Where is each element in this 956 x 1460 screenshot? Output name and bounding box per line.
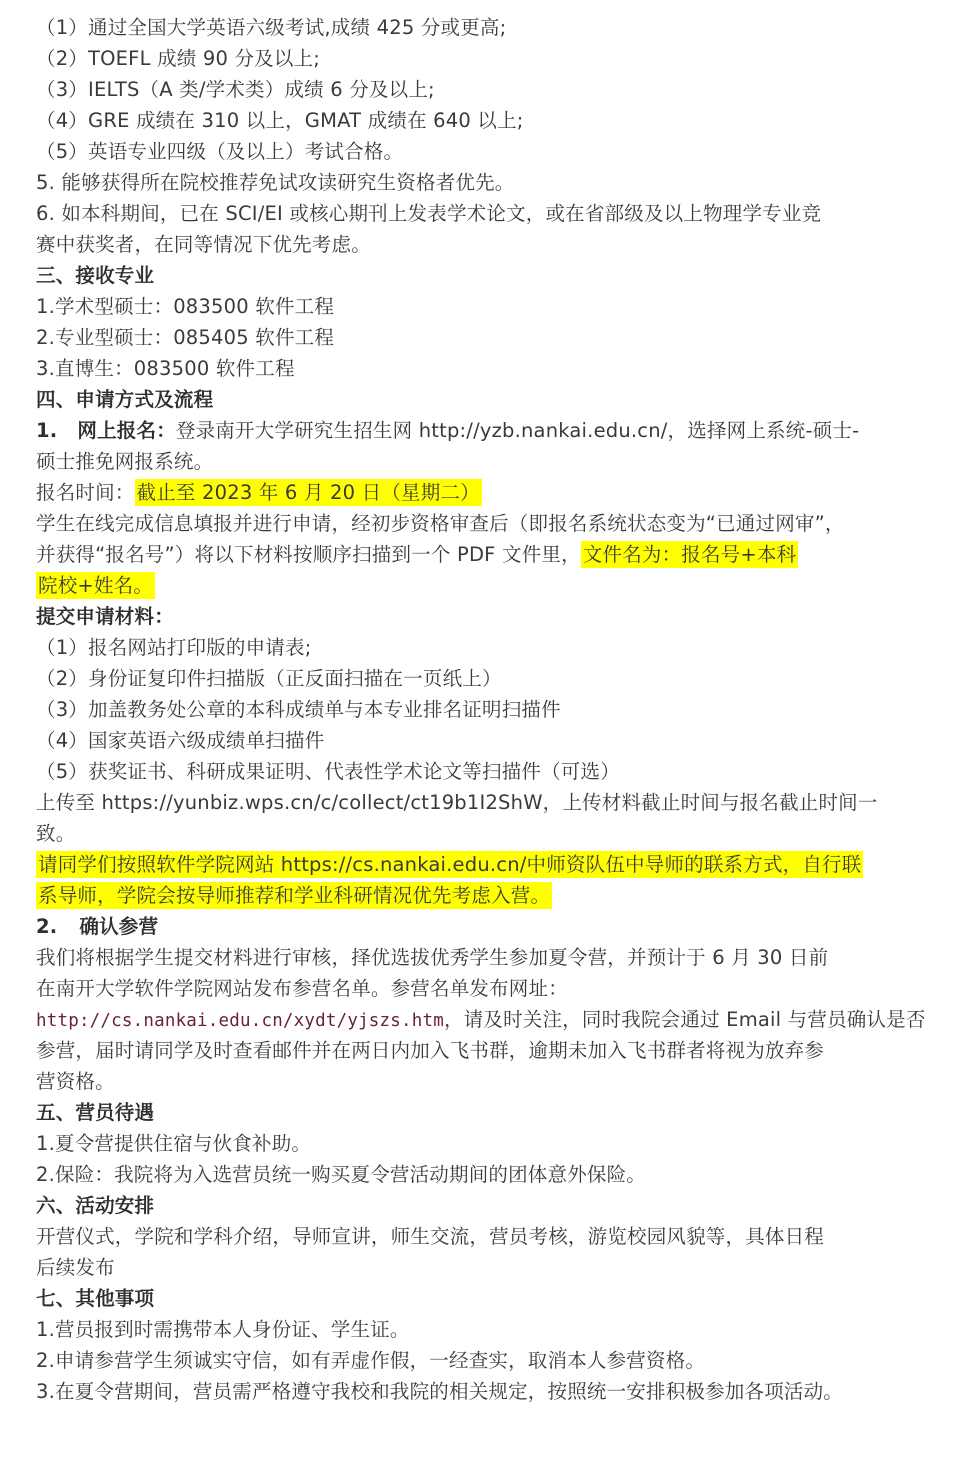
upload-line1: 上传至 https://yunbiz.wps.cn/c/collect/ct19b1I2ShW，上传材料截止时间与报名截止时间一 — [36, 791, 878, 814]
benefit-item-1: 1.夏令营提供住宿与伙食补助。 — [36, 1132, 312, 1155]
material-item-3: （3）加盖教务处公章的本科成绩单与本专业排名证明扫描件 — [36, 698, 561, 721]
step2-text4: 参营，届时请同学及时查看邮件并在两日内加入飞书群，逾期未加入飞书群者将视为放弃参 — [36, 1039, 825, 1062]
filename-rule-part2: 院校+姓名。 — [38, 574, 154, 597]
requirement-6-line2: 赛中获奖者，在同等情况下优先考虑。 — [36, 233, 371, 256]
step2-link-line — [36, 1004, 956, 1035]
major-item-3: 3.直博生：083500 软件工程 — [36, 357, 295, 380]
filename-rule-part1: 文件名为：报名号+本科 — [582, 543, 797, 566]
step1-title: 网上报名： — [77, 419, 176, 442]
other-item-2: 2.申请参营学生须诚实守信，如有弄虚作假，一经查实，取消本人参营资格。 — [36, 1349, 706, 1372]
review-line1: 学生在线完成信息填报并进行申请，经初步资格审查后（即报名系统状态变为“已通过网审”， — [36, 512, 845, 535]
contact-line1 — [36, 849, 956, 880]
english-req-3: （3）IELTS（A 类/学术类）成绩 6 分及以上; — [36, 78, 435, 101]
camp-list-link[interactable]: http://cs.nankai.edu.cn/xydt/yjszs.htm — [36, 1011, 444, 1031]
step2-text5: 营资格。 — [36, 1070, 115, 1093]
english-req-5: （5）英语专业四级（及以上）考试合格。 — [36, 140, 404, 163]
schedule-text2: 后续发布 — [36, 1256, 115, 1279]
section-7-heading: 七、其他事项 — [36, 1287, 155, 1310]
major-item-2: 2.专业型硕士：085405 软件工程 — [36, 326, 335, 349]
registration-time-line — [36, 477, 956, 508]
contact-advisor-part2: 系导师，学院会按导师推荐和学业科研情况优先考虑入营。 — [38, 884, 551, 907]
section-6-heading: 六、活动安排 — [36, 1194, 155, 1217]
contact-advisor-part1: 请同学们按照软件学院网站 https://cs.nankai.edu.cn/中师资队伍中导师的联系方式，自行联 — [38, 853, 862, 876]
step1-text1: 登录南开大学研究生招生网 http://yzb.nankai.edu.cn/，选择网上系统-硕士- — [175, 419, 860, 442]
step2-heading-line — [36, 911, 956, 942]
schedule-text1: 开营仪式，学院和学科介绍，导师宣讲，师生交流，营员考核，游览校园风貌等，具体日程 — [36, 1225, 825, 1248]
step2-text2: 在南开大学软件学院网站发布参营名单。参营名单发布网址： — [36, 977, 568, 1000]
material-item-2: （2）身份证复印件扫描版（正反面扫描在一页纸上） — [36, 667, 502, 690]
registration-deadline: 截止至 2023 年 6 月 20 日（星期二） — [136, 481, 480, 504]
review-line2 — [36, 539, 956, 570]
upload-line2: 致。 — [36, 822, 76, 845]
material-item-5: （5）获奖证书、科研成果证明、代表性学术论文等扫描件（可选） — [36, 760, 620, 783]
review-line2-plain: 并获得“报名号”）将以下材料按顺序扫描到一个 PDF 文件里， — [36, 543, 581, 566]
benefit-item-2: 2.保险：我院将为入选营员统一购买夏令营活动期间的团体意外保险。 — [36, 1163, 647, 1186]
step1-text2: 硕士推免网报系统。 — [36, 450, 214, 473]
material-item-4: （4）国家英语六级成绩单扫描件 — [36, 729, 325, 752]
english-req-1: （1）通过全国大学英语六级考试,成绩 425 分或更高; — [36, 16, 507, 39]
step1-label: 1. — [36, 419, 58, 442]
section-5-heading: 五、营员待遇 — [36, 1101, 155, 1124]
step2-text3: ，请及时关注，同时我院会通过 Email 与营员确认是否 — [443, 1008, 926, 1031]
other-item-1: 1.营员报到时需携带本人身份证、学生证。 — [36, 1318, 410, 1341]
step2-text1: 我们将根据学生提交材料进行审核，择优选拔优秀学生参加夏令营，并预计于 6 月 30 日前 — [36, 946, 829, 969]
step1-line1 — [36, 415, 956, 446]
major-item-1: 1.学术型硕士：083500 软件工程 — [36, 295, 335, 318]
section-3-heading: 三、接收专业 — [36, 264, 155, 287]
section-4-heading: 四、申请方式及流程 — [36, 388, 214, 411]
requirement-6-line1: 6. 如本科期间，已在 SCI/EI 或核心期刊上发表学术论文，或在省部级及以上物理学专业竞 — [36, 202, 822, 225]
english-req-4: （4）GRE 成绩在 310 以上，GMAT 成绩在 640 以上; — [36, 109, 524, 132]
step2-title: 确认参营 — [79, 915, 159, 938]
contact-line2 — [36, 880, 956, 911]
requirement-5: 5. 能够获得所在院校推荐免试攻读研究生资格者优先。 — [36, 171, 515, 194]
english-req-2: （2）TOEFL 成绩 90 分及以上; — [36, 47, 321, 70]
step2-label: 2. — [36, 915, 58, 938]
registration-time-label: 报名时间： — [36, 481, 135, 504]
other-item-3: 3.在夏令营期间，营员需严格遵守我校和我院的相关规定，按照统一安排积极参加各项活动。 — [36, 1380, 844, 1403]
review-line3 — [36, 570, 956, 601]
materials-heading: 提交申请材料： — [36, 605, 174, 628]
material-item-1: （1）报名网站打印版的申请表; — [36, 636, 312, 659]
